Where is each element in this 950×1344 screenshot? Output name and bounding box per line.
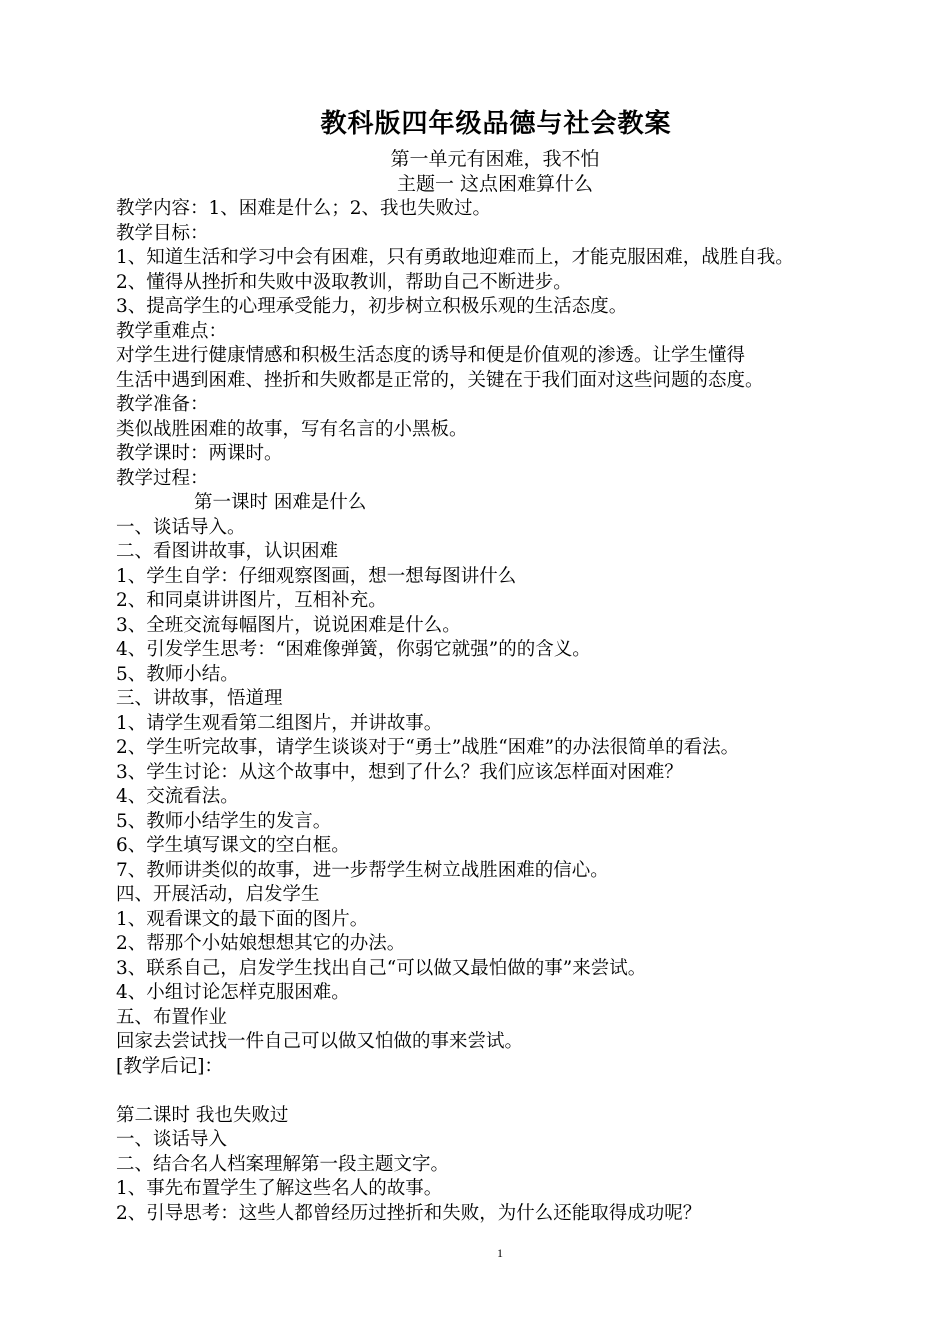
text-line: 教学目标：: [116, 222, 209, 244]
text-line: 3、提高学生的心理承受能力，初步树立积极乐观的生活态度。: [116, 296, 628, 317]
text-line: 3、全班交流每幅图片，说说困难是什么。: [116, 614, 461, 636]
text-line: 生活中遇到困难、挫折和失败都是正常的，关键在于我们面对这些问题的态度。: [116, 369, 764, 391]
document-title: 教科版四年级品德与社会教案: [320, 109, 672, 139]
unit-title: 第一单元有困难，我不怕: [390, 148, 600, 170]
text-line: 第二课时 我也失败过: [116, 1104, 289, 1126]
text-line: 第一课时 困难是什么: [194, 492, 367, 513]
text-line: 5、教师小结学生的发言。: [116, 810, 332, 832]
text-line: 2、帮那个小姑娘想想其它的办法。: [116, 933, 406, 954]
text-line: 二、看图讲故事，认识困难: [116, 541, 339, 562]
theme-title: 主题一 这点困难算什么: [396, 173, 594, 195]
text-line: 3、联系自己，启发学生找出自己“可以做又最怕做的事”来尝试。: [116, 957, 647, 979]
blank-line: [116, 1079, 906, 1104]
text-line: 对学生进行健康情感和积极生活态度的诱导和便是价值观的渗透。让学生懂得: [116, 345, 746, 366]
text-line: 三、讲故事，悟道理: [116, 688, 283, 709]
text-line: 二、结合名人档案理解第一段主题文字。: [116, 1153, 450, 1175]
text-line: 7、教师讲类似的故事，进一步帮学生树立战胜困难的信心。: [116, 859, 609, 881]
text-line: 1、观看课文的最下面的图片。: [116, 908, 369, 930]
text-line: 2、引导思考：这些人都曾经历过挫折和失败，为什么还能取得成功呢？: [116, 1202, 702, 1224]
text-line: 4、交流看法。: [116, 786, 239, 807]
text-line: 教学准备：: [116, 394, 209, 415]
text-line: 回家去尝试找一件自己可以做又怕做的事来尝试。: [116, 1031, 524, 1052]
text-line: 2、和同桌讲讲图片，互相补充。: [116, 590, 387, 611]
page-number: 1: [497, 1246, 503, 1260]
text-line: 2、学生听完故事，请学生谈谈对于“勇士”战胜“困难”的办法很简单的看法。: [116, 737, 740, 758]
text-line: 1、事先布置学生了解这些名人的故事。: [116, 1178, 443, 1199]
text-line: 类似战胜困难的故事，写有名言的小黑板。: [116, 418, 468, 440]
text-line: 教学过程：: [116, 467, 209, 489]
text-line: 4、引发学生思考：“困难像弹簧，你弱它就强”的的含义。: [116, 639, 591, 660]
text-line: 五、布置作业: [116, 1006, 228, 1028]
text-line: 6、学生填写课文的空白框。: [116, 835, 350, 856]
text-line: 4、小组讨论怎样克服困难。: [116, 982, 350, 1003]
text-line: 3、学生讨论：从这个故事中，想到了什么？我们应该怎样面对困难？: [116, 761, 683, 783]
text-line: [教学后记]：: [116, 1055, 223, 1077]
text-line: 5、教师小结。: [116, 663, 239, 685]
text-line: 2、懂得从挫折和失败中汲取教训，帮助自己不断进步。: [116, 271, 572, 293]
text-line: 四、开展活动，启发学生: [116, 884, 320, 905]
text-line: 一、谈话导入: [116, 1129, 228, 1150]
text-line: 1、请学生观看第二组图片，并讲故事。: [116, 712, 443, 734]
document-body: [116, 197, 906, 1226]
text-line: 1、学生自学：仔细观察图画，想一想每图讲什么: [116, 565, 517, 587]
text-line: 一、谈话导入。: [116, 516, 246, 538]
text-line: 教学内容：1、困难是什么；2、我也失败过。: [116, 198, 492, 219]
text-line: 教学重难点：: [116, 320, 228, 342]
text-line: 1、知道生活和学习中会有困难，只有勇敢地迎难而上，才能克服困难，战胜自我。: [116, 247, 794, 268]
text-line: 教学课时：两课时。: [116, 443, 283, 464]
